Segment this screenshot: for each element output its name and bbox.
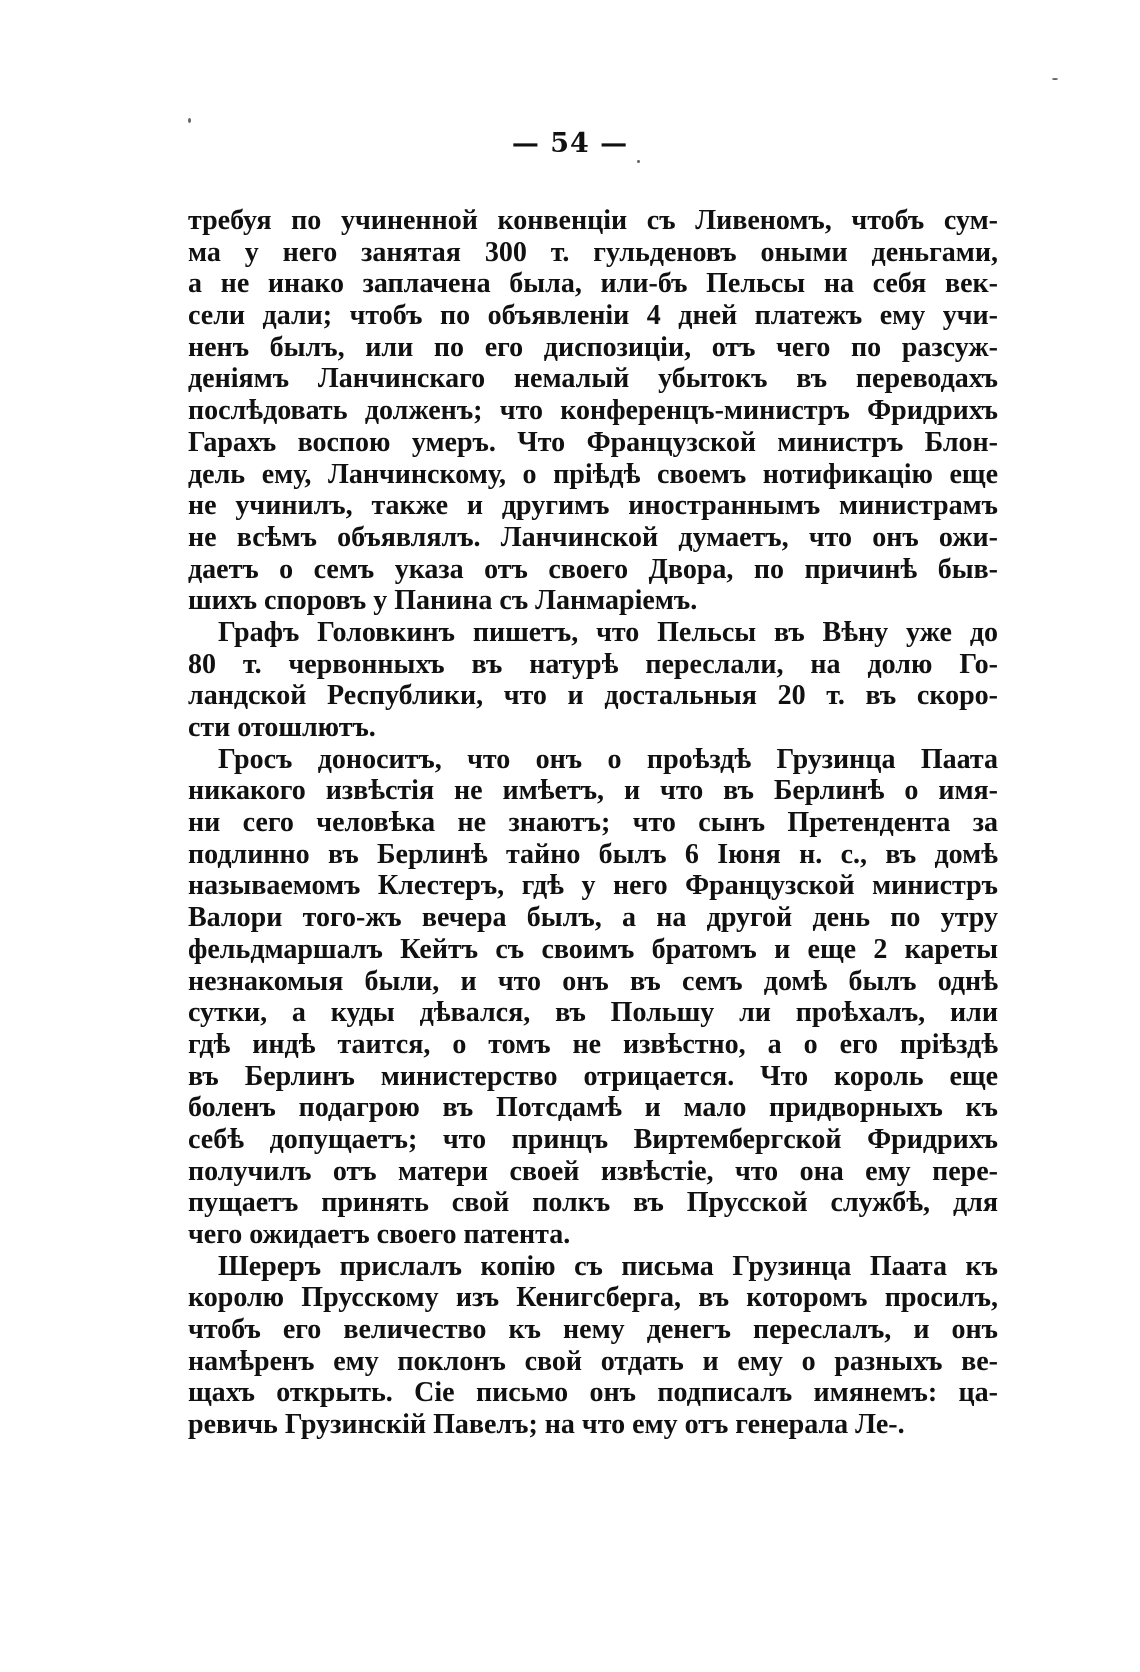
text-line: ревичь Грузинскій Павелъ; на что ему отъ генерала Ле-. xyxy=(188,1409,905,1441)
text-line: подлинно въ Берлинѣ тайно былъ 6 Іюня н. с., въ домѣ xyxy=(188,838,998,870)
text-line: шихъ споровъ у Панина съ Ланмаріемъ. xyxy=(188,585,698,617)
text-line: Валори того-жъ вечера былъ, а на другой день по утру xyxy=(188,902,998,934)
text-line: Графъ Головкинъ пишетъ, что Пельсы въ Вѣну уже до xyxy=(218,616,998,648)
text-line: дель ему, Ланчинскому, о пріѣдѣ своемъ нотификацію еще xyxy=(188,458,998,490)
paragraph xyxy=(188,617,998,744)
text-line: требуя по учиненной конвенціи съ Ливеномъ, чтобъ сум- xyxy=(188,205,998,236)
text-line: въ Берлинъ министерство отрицается. Что король еще xyxy=(188,1060,998,1092)
text-line: сели дали; чтобъ по объявленіи 4 дней платежъ ему учи- xyxy=(188,300,998,332)
text-line: сутки, а куды дѣвался, въ Польшу ли проѣхалъ, или xyxy=(188,997,998,1029)
text-line: ма у него занятая 300 т. гульденовъ оными деньгами, xyxy=(188,236,998,268)
text-line: даетъ о семъ указа отъ своего Двора, по причинѣ быв- xyxy=(188,553,998,585)
text-line: не всѣмъ объявлялъ. Ланчинской думаетъ, что онъ ожи- xyxy=(188,521,998,553)
text-line: ненъ былъ, или по его диспозиціи, отъ чего по разсуж- xyxy=(188,331,998,363)
text-line: деніямъ Ланчинскаго немалый убытокъ въ переводахъ xyxy=(188,363,998,395)
text-line: чего ожидаетъ своего патента. xyxy=(188,1219,571,1250)
text-line: сти отошлютъ. xyxy=(188,712,376,743)
print-speck xyxy=(188,118,191,123)
paragraph xyxy=(188,1251,998,1441)
text-line: послѣдовать долженъ; что конференцъ-министръ Фридрихъ xyxy=(188,395,998,427)
text-line: чтобъ его величество къ нему денегъ переслалъ, и онъ xyxy=(188,1314,998,1346)
text-line: щахъ открыть. Сіе письмо онъ подписалъ имянемъ: ца- xyxy=(188,1377,998,1409)
text-line: фельдмаршалъ Кейтъ съ своимъ братомъ и еще 2 кареты xyxy=(188,933,998,965)
print-speck xyxy=(637,160,640,163)
body-text xyxy=(188,205,998,1441)
text-line: пущаетъ принять свой полкъ въ Прусской службѣ, для xyxy=(188,1187,998,1219)
text-line: незнакомыя были, и что онъ въ семъ домѣ былъ однѣ xyxy=(188,965,998,997)
text-line: ни сего человѣка не знаютъ; что сынъ Претендента за xyxy=(188,807,998,839)
text-line: получилъ отъ матери своей извѣстіе, что она ему пере- xyxy=(188,1155,998,1187)
text-line: Гросъ доноситъ, что онъ о проѣздѣ Грузинца Паата xyxy=(218,743,998,775)
page-number: — 54 — xyxy=(511,128,629,159)
text-line: Гарахъ воспою умеръ. Что Французской министръ Блон- xyxy=(188,426,998,458)
text-line: себѣ допущаетъ; что принцъ Виртембергской Фридрихъ xyxy=(188,1123,998,1155)
text-line: называемомъ Клестеръ, гдѣ у него Французской министръ xyxy=(188,870,998,902)
text-line: не учинилъ, также и другимъ иностраннымъ министрамъ xyxy=(188,490,998,522)
text-line: гдѣ индѣ таится, о томъ не извѣстно, а о его пріѣздѣ xyxy=(188,1028,998,1060)
text-line: королю Прусскому изъ Кенигсберга, въ которомъ просилъ, xyxy=(188,1282,998,1314)
text-line: боленъ подагрою въ Потсдамѣ и мало придворныхъ къ xyxy=(188,1092,998,1124)
paragraph xyxy=(188,205,998,617)
text-line: Шереръ прислалъ копію съ письма Грузинца Паата къ xyxy=(218,1250,998,1282)
paragraph xyxy=(188,744,998,1251)
text-line: ландской Республики, что и достальныя 20 т. въ скоро- xyxy=(188,680,998,712)
text-line: никакого извѣстія не имѣетъ, и что въ Берлинѣ о имя- xyxy=(188,775,998,807)
text-line: 80 т. червонныхъ въ натурѣ переслали, на долю Го- xyxy=(188,648,998,680)
print-speck xyxy=(1052,78,1058,80)
text-line: намѣренъ ему поклонъ свой отдать и ему о разныхъ ве- xyxy=(188,1345,998,1377)
text-line: а не инако заплачена была, или-бъ Пельсы на себя век- xyxy=(188,268,998,300)
